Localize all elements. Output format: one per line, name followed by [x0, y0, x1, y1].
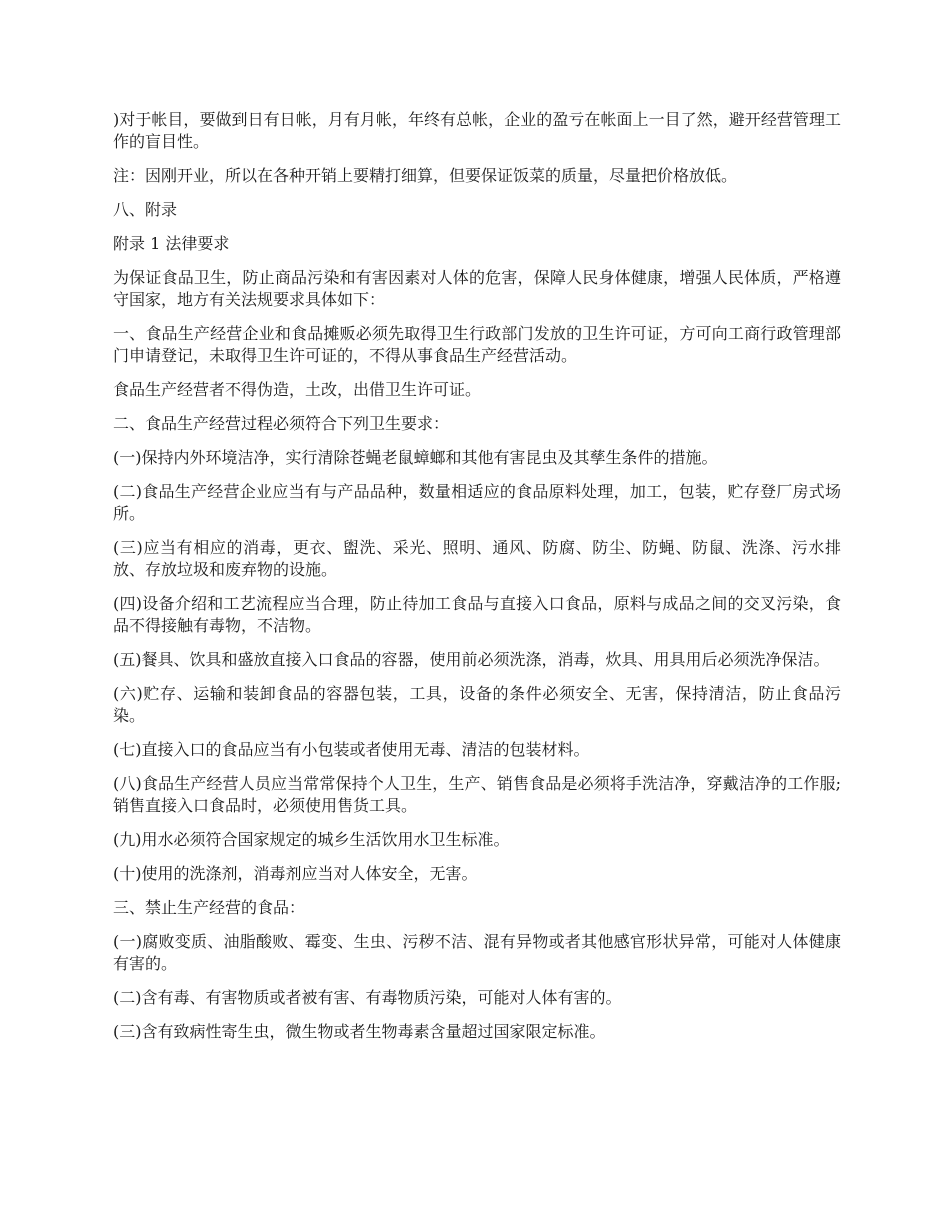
appendix-heading: 附录 1 法律要求	[113, 234, 230, 253]
list-item: (三)含有致病性寄生虫，微生物或者生物毒素含量超过国家限定标准。	[113, 1022, 606, 1041]
list-item: (一)腐败变质、油脂酸败、霉变、生虫、污秽不洁、混有异物或者其他感官形状异常，可能对人体健康有害的。	[113, 932, 841, 973]
section-heading: 三、禁止生产经营的食品：	[113, 898, 306, 917]
list-item: (三)应当有相应的消毒，更衣、盥洗、采光、照明、通风、防腐、防尘、防蝇、防鼠、洗涤、污水排放、存放垃圾和废弃物的设施。	[113, 538, 841, 579]
list-item: (一)保持内外环境洁净，实行清除苍蝇老鼠蟑螂和其他有害昆虫及其孳生条件的措施。	[113, 448, 718, 467]
list-item: (八)食品生产经营人员应当常常保持个人卫生，生产、销售食品是必须将手洗洁净，穿戴洁净的工作服;销售直接入口食品时，必须使用售货工具。	[113, 774, 841, 815]
paragraph: 食品生产经营者不得伪造，土改，出借卫生许可证。	[113, 380, 482, 399]
section-heading: 八、附录	[113, 200, 178, 219]
section-heading: 二、食品生产经营过程必须符合下列卫生要求：	[113, 414, 450, 433]
list-item: (六)贮存、运输和装卸食品的容器包装，工具，设备的条件必须安全、无害，保持清洁，防止食品污染。	[113, 684, 841, 725]
list-item: (九)用水必须符合国家规定的城乡生活饮用水卫生标准。	[113, 830, 510, 849]
paragraph: )对于帐目，要做到日有日帐，月有月帐，年终有总帐，企业的盈亏在帐面上一目了然，避开经营管理工作的盲目性。	[113, 110, 841, 151]
document-body	[113, 109, 841, 1055]
list-item: (二)食品生产经营企业应当有与产品品种，数量相适应的食品原料处理，加工，包装，贮存登厂房式场所。	[113, 482, 841, 523]
list-item: (十)使用的洗涤剂，消毒剂应当对人体安全，无害。	[113, 864, 478, 883]
list-item: (七)直接入口的食品应当有小包装或者使用无毒、清洁的包装材料。	[113, 740, 590, 759]
list-item: (五)餐具、饮具和盛放直接入口食品的容器，使用前必须洗涤，消毒，炊具、用具用后必须洗净保洁。	[113, 650, 830, 669]
paragraph: 为保证食品卫生，防止商品污染和有害因素对人体的危害，保障人民身体健康，增强人民体质，严格遵守国家，地方有关法规要求具体如下：	[113, 268, 841, 309]
paragraph: 注：因刚开业，所以在各种开销上要精打细算，但要保证饭菜的质量，尽量把价格放低。	[113, 166, 738, 185]
list-item: (四)设备介绍和工艺流程应当合理，防止待加工食品与直接入口食品，原料与成品之间的交叉污染，食品不得接触有毒物，不洁物。	[113, 594, 841, 635]
list-item: (二)含有毒、有害物质或者被有害、有毒物质污染，可能对人体有害的。	[113, 988, 622, 1007]
paragraph: 一、食品生产经营企业和食品摊贩必须先取得卫生行政部门发放的卫生许可证，方可向工商行政管理部门申请登记，未取得卫生许可证的，不得从事食品生产经营活动。	[113, 324, 841, 365]
